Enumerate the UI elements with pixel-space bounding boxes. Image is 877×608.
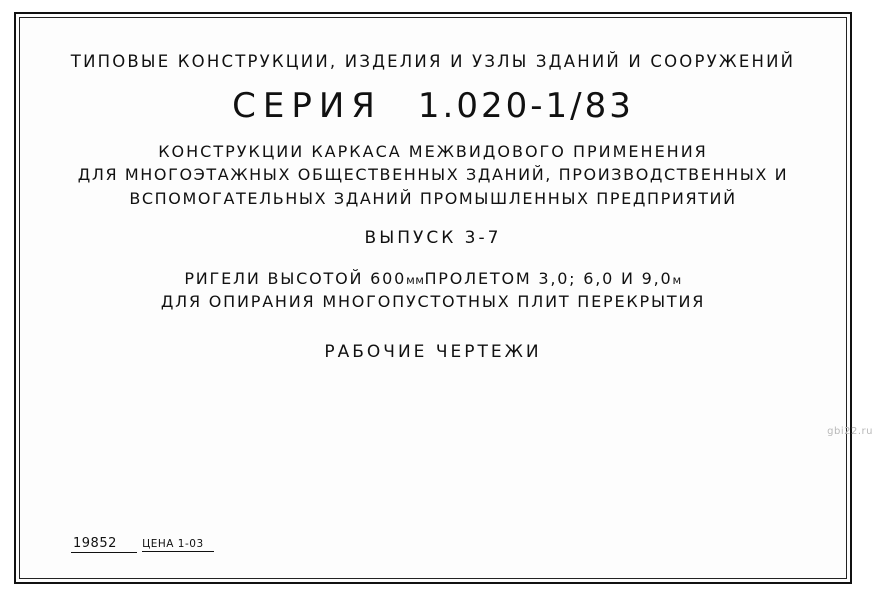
stamp-code: 19852 (71, 536, 137, 553)
title-sheet-border (14, 12, 852, 584)
subject-line-1 (16, 269, 850, 288)
issue-line: ВЫПУСК 3-7 (364, 228, 502, 248)
subject-line-1-unit-2: м (672, 273, 682, 287)
price-stamp (71, 532, 214, 553)
subject-line-1-part-2: ПРОЛЕТОМ 3,0; 6,0 И 9,0 (424, 269, 673, 288)
subject-line-1-unit-1: мм (406, 273, 425, 287)
watermark-text: gbi22.ru (827, 426, 873, 437)
description-line-1: КОНСТРУКЦИИ КАРКАСА МЕЖВИДОВОГО ПРИМЕНЕНИЯ (158, 142, 708, 161)
description-line-2: ДЛЯ МНОГОЭТАЖНЫХ ОБЩЕСТВЕННЫХ ЗДАНИЙ, ПРОИЗВОДСТВЕННЫХ И (77, 165, 789, 184)
stamp-price: ЦЕНА 1-03 (142, 538, 214, 552)
series-line (16, 86, 850, 126)
series-word: СЕРИЯ (232, 86, 382, 126)
subject-line-1-part-1: РИГЕЛИ ВЫСОТОЙ 600 (184, 269, 407, 288)
working-drawings-line: РАБОЧИЕ ЧЕРТЕЖИ (324, 342, 542, 362)
header-line: ТИПОВЫЕ КОНСТРУКЦИИ, ИЗДЕЛИЯ И УЗЛЫ ЗДАНИЙ И СООРУЖЕНИЙ (70, 52, 796, 71)
description-line-3: ВСПОМОГАТЕЛЬНЫХ ЗДАНИЙ ПРОМЫШЛЕННЫХ ПРЕДПРИЯТИЙ (129, 189, 737, 208)
series-number: 1.020-1/83 (417, 86, 634, 126)
subject-line-2: ДЛЯ ОПИРАНИЯ МНОГОПУСТОТНЫХ ПЛИТ ПЕРЕКРЫТИЯ (160, 292, 706, 311)
